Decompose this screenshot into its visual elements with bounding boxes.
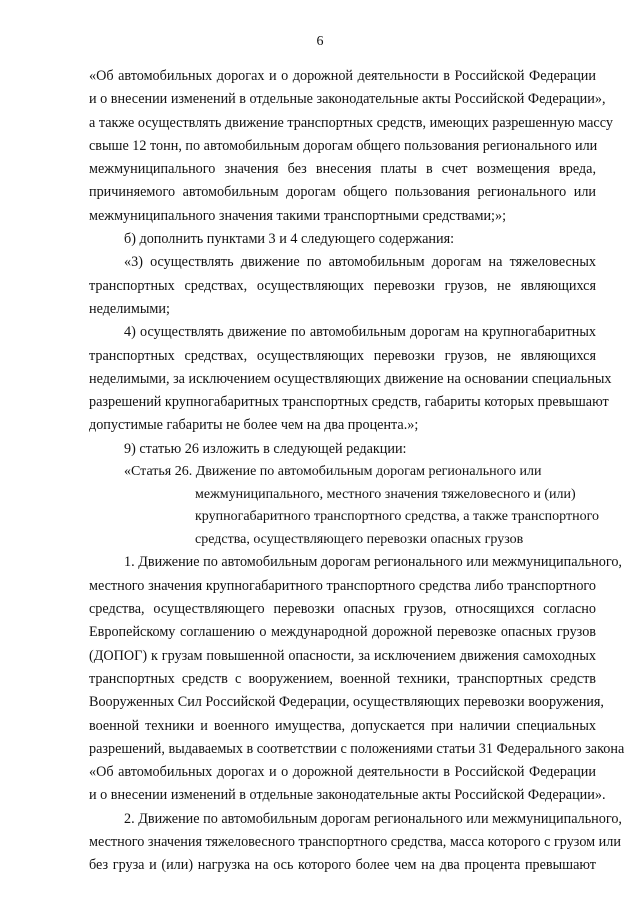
text-line: и о внесении изменений в отдельные законодательные акты Российской Федерации». <box>89 787 606 804</box>
text-line: а также осуществлять движение транспортных средств, имеющих разрешенную массу <box>89 114 613 131</box>
text-line: «Об автомобильных дорогах и о дорожной деятельности в Российской Федерации <box>89 764 596 781</box>
heading-line: крупногабаритного транспортного средства, а также транспортного <box>195 509 599 525</box>
text-line: б) дополнить пунктами 3 и 4 следующего содержания: <box>124 231 455 248</box>
text-line: местного значения тяжеловесного транспортного средства, масса которого с грузом или <box>89 833 621 850</box>
text-line: межмуниципального значения такими транспортными средствами;»; <box>89 207 507 224</box>
text-line: неделимыми; <box>89 300 170 317</box>
text-line: допустимые габариты не более чем на два процента.»; <box>89 417 419 434</box>
text-block-article-26 <box>89 551 625 877</box>
heading-line: межмуниципального, местного значения тяжеловесного и (или) <box>195 486 576 502</box>
text-line: неделимыми, за исключением осуществляющих движение на основании специальных <box>89 370 612 387</box>
text-line: (ДОПОГ) к грузам повышенной опасности, за исключением движения самоходных <box>89 647 596 664</box>
document-body <box>89 65 625 878</box>
heading-line: «Статья 26. Движение по автомобильным дорогам регионального или <box>124 464 542 480</box>
text-line: военной техники и военного имущества, допускается при наличии специальных <box>89 717 596 734</box>
article-26-heading <box>124 461 599 551</box>
text-line: транспортных средствах, осуществляющих перевозки грузов, не являющихся <box>89 277 596 294</box>
text-line: 1. Движение по автомобильным дорогам регионального или межмуниципального, <box>124 554 622 571</box>
text-line: «Об автомобильных дорогах и о дорожной деятельности в Российской Федерации <box>89 68 596 84</box>
text-line: причиняемого автомобильным дорогам общего пользования регионального или <box>89 184 596 201</box>
text-line: и о внесении изменений в отдельные законодательные акты Российской Федерации», <box>89 91 606 108</box>
text-line: средства, осуществляющего перевозки опасных грузов, относящихся согласно <box>89 601 596 618</box>
text-line: без груза и (или) нагрузка на ось которого более чем на два процента превышают <box>89 857 596 874</box>
text-line: «3) осуществлять движение по автомобильным дорогам на тяжеловесных <box>124 254 596 271</box>
text-line: транспортных средств с вооружением, военной техники, транспортных средств <box>89 670 596 687</box>
page-number: 6 <box>316 34 324 49</box>
text-line: разрешений, выдаваемых в соответствии с положениями статьи 31 Федерального закона <box>89 740 625 757</box>
text-line: межмуниципального значения без внесения платы в счет возмещения вреда, <box>89 161 596 178</box>
text-line: 9) статью 26 изложить в следующей редакции: <box>124 440 407 457</box>
text-line: Вооруженных Сил Российской Федерации, осуществляющих перевозки вооружения, <box>89 694 604 711</box>
heading-line: средства, осуществляющего перевозки опасных грузов <box>195 531 524 547</box>
text-block-amendments <box>89 65 613 461</box>
text-line: разрешений крупногабаритных транспортных средств, габариты которых превышают <box>89 394 609 411</box>
text-line: транспортных средствах, осуществляющих перевозки грузов, не являющихся <box>89 347 596 364</box>
text-line: 4) осуществлять движение по автомобильным дорогам на крупногабаритных <box>124 324 596 341</box>
text-line: 2. Движение по автомобильным дорогам регионального или межмуниципального, <box>124 810 622 827</box>
text-line: местного значения крупногабаритного транспортного средства либо транспортного <box>89 577 596 594</box>
text-line: свыше 12 тонн, по автомобильным дорогам общего пользования регионального или <box>89 137 598 154</box>
text-line: Европейскому соглашению о международной дорожной перевозке опасных грузов <box>89 624 596 641</box>
